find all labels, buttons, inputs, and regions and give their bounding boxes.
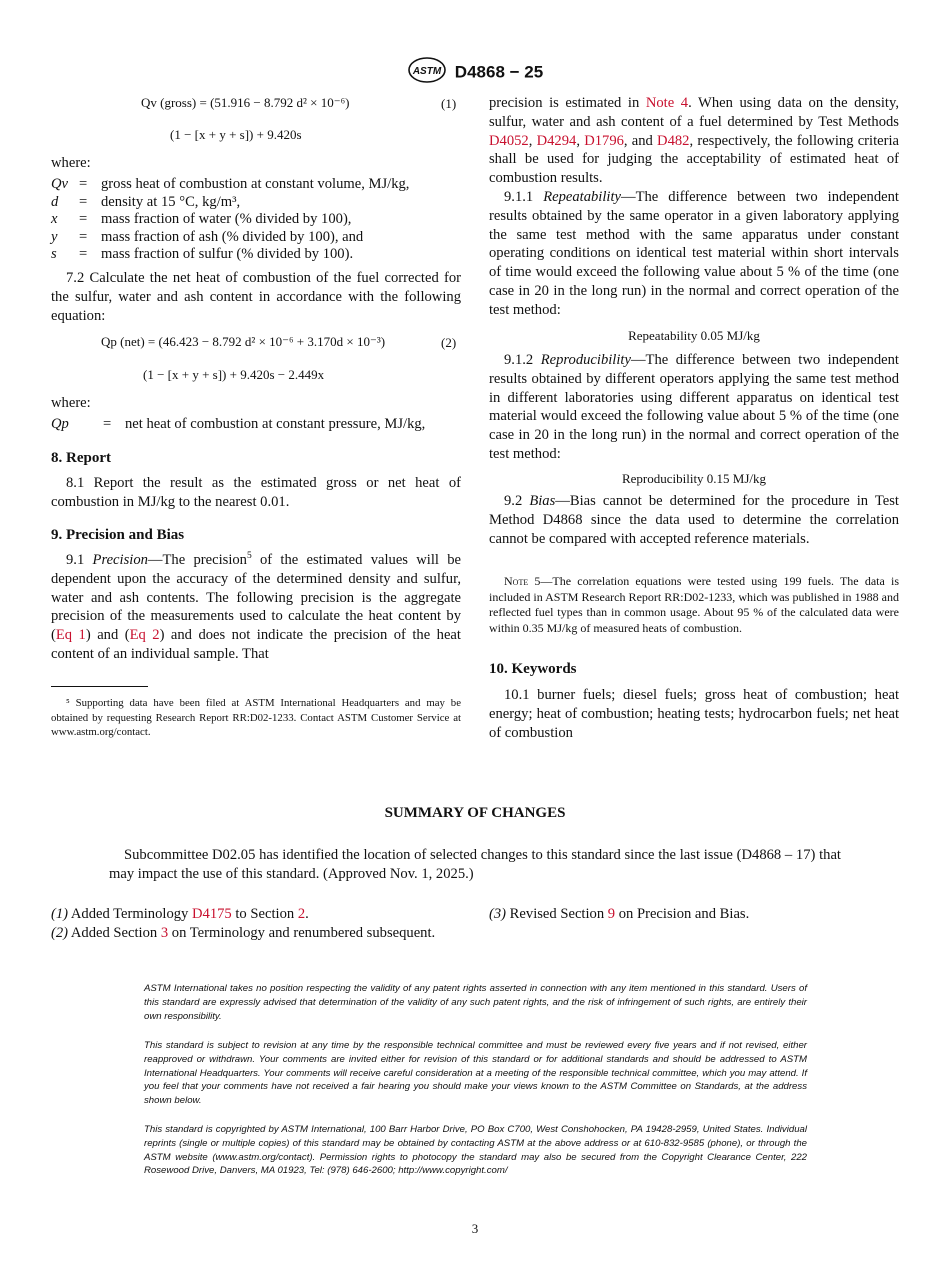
paragraph-9-1-2: 9.1.2 Reproducibility—The difference between two independent results obtained by different operators applying the same test method in different laboratories using different apparatus on identical test material would exceed the following value about 5 % of the time (one case in 20 in the long run) in the normal and correct operation of the test method:	[489, 352, 899, 462]
equation-2-line-2: (1 − [x + y + s]) + 9.420s − 2.449x	[143, 367, 325, 382]
summary-intro: Subcommittee D02.05 has identified the location of selected changes to this standard since the last issue (D4868 – 17) that may impact the use of this standard. (Approved Nov. 1, 2025.)	[109, 847, 841, 882]
variable-row: d = density at 15 °C, kg/m³,	[51, 193, 241, 210]
variable-description: mass fraction of ash (% divided by 100), and	[101, 228, 364, 245]
paragraph-10-1: 10.1 burner fuels; diesel fuels; gross heat of combustion; heat energy; heat of combustion; heating tests; hydrocarbon fuels; net heat of combustion	[489, 687, 899, 741]
section-2-link[interactable]: 2	[297, 906, 306, 922]
where-label-1: where:	[51, 155, 91, 171]
variable-symbol: Qv	[51, 176, 69, 192]
copyright-notice: This standard is copyrighted by ASTM International, 100 Barr Harbor Drive, PO Box C700, West Conshohocken, PA 19428-2959, United States. Individual reprints (single or multiple copies) of this standard may be obtained by contacting ASTM at the above address or at 610-832-9585 (phone), or through the ASTM website (www.astm.org/contact). Permission rights to photocopy the standard may also be secured from the Copyright Clearance Center, 222 Rosewood Drive, Danvers, MA 01923, Tel: (978) 646-2600; http://www.copyright.com/	[144, 1124, 807, 1177]
equation-1-number: (1)	[441, 96, 457, 111]
variable-symbol: y	[51, 228, 58, 245]
change-1: (1) Added Terminology D4175 to Section 2.	[51, 906, 309, 922]
paragraph-7-2: 7.2 Calculate the net heat of combustion of the fuel corrected for the sulfur, water and ash content in accordance with the following equation:	[51, 270, 461, 324]
equation-1-line-1: Qv (gross) = (51.916 − 8.792 d² × 10⁻⁶)	[141, 95, 350, 110]
note-5: Note 5—The correlation equations were tested using 199 fuels. The data is included in ASTM Research Report RR:D02-1233, which was published in 1988 and reflected fuel types than in common usage. About 95 % of the calculated data were within 0.35 MJ/kg of measured heats of combustion.	[489, 574, 900, 635]
variable-description: mass fraction of sulfur (% divided by 100).	[101, 246, 354, 262]
footnote-divider	[51, 686, 148, 687]
astm-logo-icon	[407, 56, 447, 89]
variable-symbol: s	[51, 246, 57, 262]
paragraph-9-2: 9.2 Bias—Bias cannot be determined for the procedure in Test Method D4868 since the data used to determine the correlation cannot be compared with accepted reference materials.	[489, 493, 899, 547]
section-9-link[interactable]: 9	[607, 906, 616, 922]
change-2: (2) Added Section 3 on Terminology and renumbered subsequent.	[51, 925, 436, 941]
qp-definition: Qp = net heat of combustion at constant pressure, MJ/kg,	[51, 416, 426, 432]
section-3-link[interactable]: 3	[160, 925, 169, 941]
equation-2-line-1: Qp (net) = (46.423 − 8.792 d² × 10⁻⁶ + 3.170d × 10⁻³)	[101, 334, 386, 349]
d1796-link[interactable]: D1796	[584, 132, 624, 149]
note-4-link[interactable]: Note 4	[645, 95, 689, 111]
page-header	[0, 56, 950, 89]
variable-description: net heat of combustion at constant pressure, MJ/kg,	[125, 416, 426, 432]
paragraph-9-1-continued: precision is estimated in Note 4. When using data on the density, sulfur, water and ash content of a fuel determined by Test Methods D4052, D4294, D1796, and D482, respectively, the following criteria shall be used for judging the acceptability of estimated heat of combustion results.	[489, 95, 900, 187]
paragraph-9-1: 9.1 Precision—The precision$^5$ of the estimated values will be dependent upon the accuracy of the determined density and sulfur, water and ash contents. The following precision is the aggregate precision of the measurements used to calculate the heat content by (Eq 1) and (Eq 2) and does not indicate the precision of the heat content of an individual sample. That	[51, 551, 461, 662]
equation-2-number: (2)	[441, 335, 457, 350]
d4294-link[interactable]: D4294	[536, 132, 577, 149]
section-8-heading: 8. Report	[51, 450, 111, 466]
svg-text:ASTM: ASTM	[412, 66, 441, 77]
paragraph-9-1-1: 9.1.1 Repeatability—The difference between two independent results obtained by the same operator in a given laboratory applying the same test method with the same apparatus under constant operating conditions on identical test material within short intervals of time would exceed the following value about 5 % of the time (one case in 20 in the long run) in the normal and correct operation of the test method:	[489, 189, 899, 318]
equation-1-line-2: (1 − [x + y + s]) + 9.420s	[170, 127, 302, 142]
d4175-link[interactable]: D4175	[192, 906, 232, 922]
footnote-5: ⁵ Supporting data have been filed at ASTM International Headquarters and may be obtained by requesting Research Report RR:D02-1233. Contact ASTM Customer Service at www.astm.org/contact.	[51, 697, 461, 738]
variable-description: mass fraction of water (% divided by 100),	[101, 211, 352, 227]
repeatability-value: Repeatability 0.05 MJ/kg	[628, 328, 760, 343]
d4052-link[interactable]: D4052	[489, 132, 529, 149]
variable-row: s = mass fraction of sulfur (% divided by 100).	[51, 246, 354, 262]
document-designation: D4868 − 25	[454, 62, 544, 82]
eq-1-link[interactable]: Eq 1	[55, 627, 86, 644]
revision-notice: This standard is subject to revision at any time by the responsible technical committee and must be reviewed every five years and if not revised, either reapproved or withdrawn. Your comments are invited either for revision of this standard or for additional standards and should be addressed to ASTM International Headquarters. Your comments will receive careful consideration at a meeting of the responsible technical committee, which you may attend. If you feel that your comments have not received a fair hearing you should make your views known to the ASTM Committee on Standards, at the address shown below.	[144, 1040, 807, 1107]
page-number: 3	[471, 1221, 479, 1236]
variable-row: Qv = gross heat of combustion at constant volume, MJ/kg,	[51, 176, 410, 192]
variable-description: density at 15 °C, kg/m³,	[101, 193, 241, 210]
section-10-heading: 10. Keywords	[489, 661, 577, 677]
d482-link[interactable]: D482	[657, 132, 690, 149]
variable-symbol: d	[51, 193, 59, 210]
paragraph-8-1: 8.1 Report the result as the estimated gross or net heat of combustion in MJ/kg to the nearest 0.01.	[51, 475, 461, 510]
variable-symbol: x	[51, 211, 58, 227]
variable-row: x = mass fraction of water (% divided by 100),	[51, 211, 352, 227]
reproducibility-value: Reproducibility 0.15 MJ/kg	[621, 471, 767, 486]
summary-heading: SUMMARY OF CHANGES	[384, 805, 566, 821]
eq-2-link[interactable]: Eq 2	[129, 627, 160, 644]
variable-row: y = mass fraction of ash (% divided by 100), and	[51, 228, 364, 245]
variable-description: gross heat of combustion at constant volume, MJ/kg,	[101, 176, 410, 192]
section-9-heading: 9. Precision and Bias	[51, 527, 185, 543]
variable-symbol: Qp	[51, 416, 69, 432]
variable-definitions	[51, 176, 461, 264]
patent-disclaimer: ASTM International takes no position respecting the validity of any patent rights asserted in connection with any item mentioned in this standard. Users of this standard are expressly advised that determination of the validity of any such patent rights, and the risk of infringement of such rights, are entirely their own responsibility.	[144, 983, 807, 1022]
where-label-2: where:	[51, 395, 91, 411]
change-3: (3) Revised Section 9 on Precision and Bias.	[489, 906, 750, 922]
